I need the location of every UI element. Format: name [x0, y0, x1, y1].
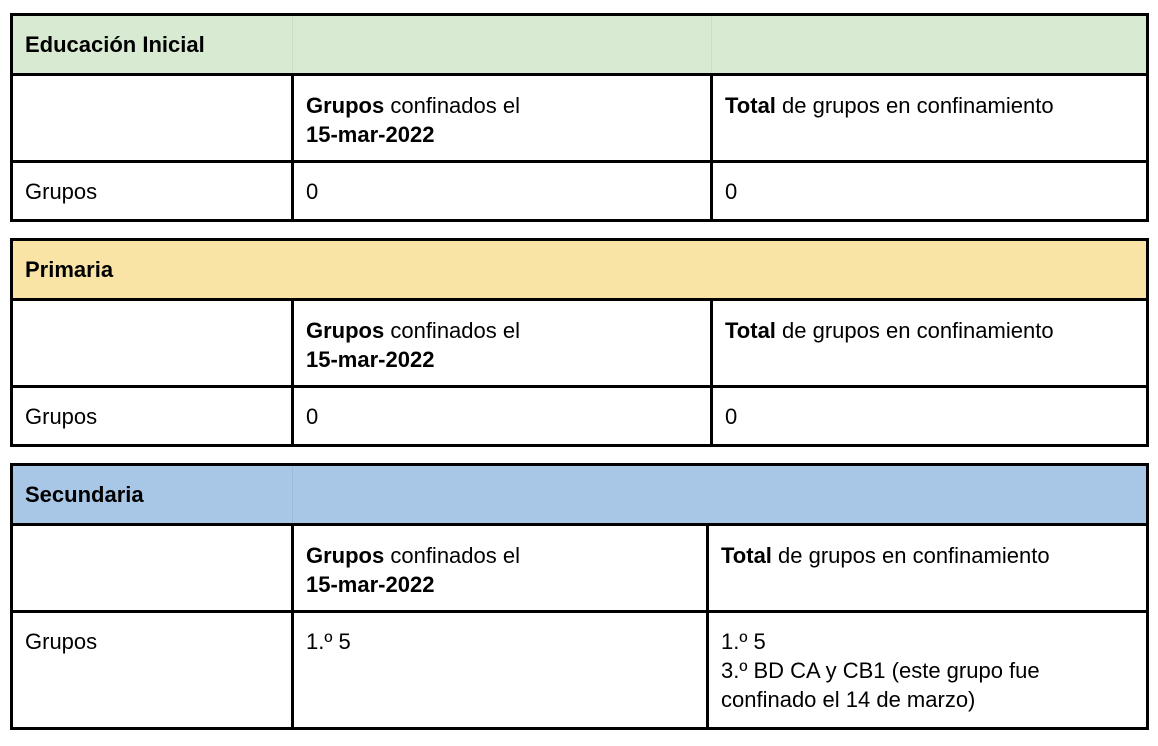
- table-secundaria: [10, 463, 1149, 730]
- table-educacion-inicial: [10, 13, 1149, 222]
- section-header-row: [12, 465, 1148, 525]
- row-value-total: 0: [712, 162, 1148, 221]
- empty-corner-cell: [12, 525, 293, 612]
- column-header-text: confinados el: [384, 93, 520, 118]
- empty-corner-cell: [12, 300, 293, 387]
- column-header-row: [12, 300, 1148, 387]
- section-title: Secundaria: [12, 465, 293, 525]
- column-header-text: confinados el: [384, 543, 520, 568]
- column-header-grupos-confinados: [293, 75, 712, 162]
- column-header-text: de grupos en confinamiento: [775, 93, 1054, 118]
- column-header-grupos-confinados: [293, 525, 708, 612]
- header-empty-cell: [712, 15, 1148, 75]
- header-empty-cell: [293, 465, 1148, 525]
- column-header-total: [708, 525, 1148, 612]
- column-header-date: 15-mar-2022: [306, 122, 435, 147]
- column-header-bold: Total: [725, 318, 776, 343]
- column-header-text: de grupos en confinamiento: [775, 318, 1054, 343]
- column-header-bold: Grupos: [306, 543, 385, 568]
- section-title: Educación Inicial: [12, 15, 293, 75]
- column-header-row: [12, 75, 1148, 162]
- column-header-row: [12, 525, 1148, 612]
- section-header-row: [12, 240, 1148, 300]
- row-value-confinados: 0: [293, 387, 712, 446]
- column-header-date: 15-mar-2022: [306, 347, 435, 372]
- row-label: Grupos: [12, 387, 293, 446]
- column-header-total: [712, 75, 1148, 162]
- table-primaria: [10, 238, 1149, 447]
- column-header-bold: Grupos: [306, 93, 385, 118]
- column-header-text: confinados el: [384, 318, 520, 343]
- empty-corner-cell: [12, 75, 293, 162]
- column-header-date: 15-mar-2022: [306, 572, 435, 597]
- row-value-total: 1.º 5 3.º BD CA y CB1 (este grupo fue confinado el 14 de marzo): [708, 612, 1148, 729]
- row-value-confinados: 1.º 5: [293, 612, 708, 729]
- section-title: Primaria: [12, 240, 1148, 300]
- table-row: [12, 387, 1148, 446]
- section-header-row: [12, 15, 1148, 75]
- row-label: Grupos: [12, 612, 293, 729]
- table-row: [12, 162, 1148, 221]
- column-header-bold: Total: [725, 93, 776, 118]
- row-label: Grupos: [12, 162, 293, 221]
- row-value-total: 0: [712, 387, 1148, 446]
- header-empty-cell: [293, 15, 712, 75]
- row-value-confinados: 0: [293, 162, 712, 221]
- column-header-total: [712, 300, 1148, 387]
- column-header-bold: Grupos: [306, 318, 385, 343]
- column-header-bold: Total: [721, 543, 772, 568]
- column-header-grupos-confinados: [293, 300, 712, 387]
- column-header-text: de grupos en confinamiento: [771, 543, 1050, 568]
- table-row: [12, 612, 1148, 729]
